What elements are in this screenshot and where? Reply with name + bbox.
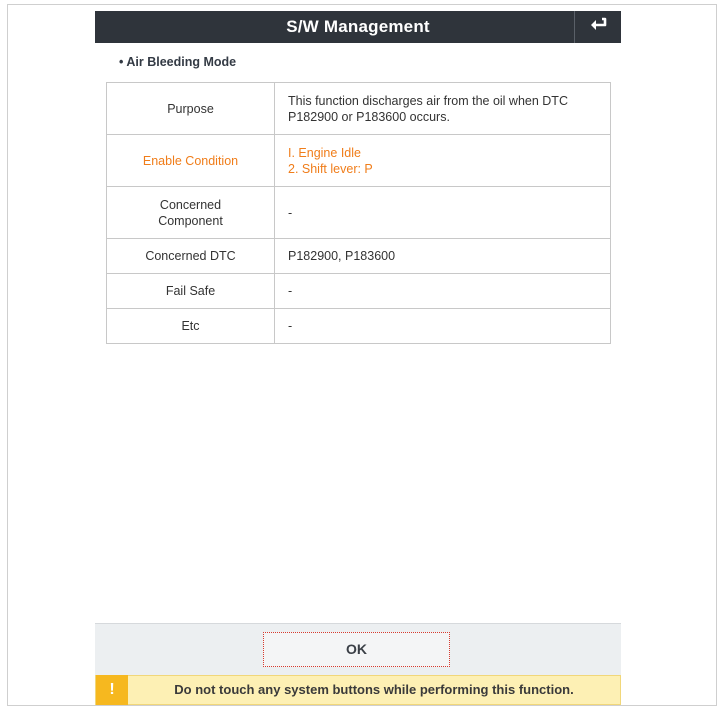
table-row-etc [107, 309, 611, 344]
row-key: Purpose [107, 83, 275, 135]
key-line: Concerned [159, 197, 222, 212]
row-value [275, 135, 611, 187]
row-key [107, 187, 275, 239]
value-line: - [288, 319, 293, 333]
warning-banner [95, 675, 621, 705]
warning-text: Do not touch any system buttons while performing this function. [174, 682, 574, 697]
return-arrow-icon [588, 17, 608, 38]
table-row-concerned-dtc [107, 239, 611, 274]
value-line: 2. Shift lever: P [288, 161, 373, 176]
footer-bar [95, 623, 621, 675]
warning-icon: ! [96, 675, 128, 705]
row-value [275, 274, 611, 309]
back-button[interactable] [574, 11, 621, 43]
row-key: Enable Condition [107, 135, 275, 187]
row-value [275, 309, 611, 344]
row-key: Etc [107, 309, 275, 344]
value-line: P182900 or P183600 occurs. [288, 109, 450, 124]
key-line: Component [158, 213, 223, 228]
info-table [106, 82, 611, 344]
sw-management-window [95, 11, 621, 705]
title-bar [95, 11, 621, 43]
value-line: P182900, P183600 [288, 249, 396, 263]
value-line: I. Engine Idle [288, 145, 361, 160]
table-row-purpose [107, 83, 611, 135]
row-key: Concerned DTC [107, 239, 275, 274]
ok-button[interactable]: OK [263, 632, 450, 667]
row-value [275, 83, 611, 135]
row-key: Fail Safe [107, 274, 275, 309]
window-title: S/W Management [286, 17, 430, 36]
table-row-fail-safe [107, 274, 611, 309]
row-value [275, 187, 611, 239]
row-value [275, 239, 611, 274]
value-line: - [288, 205, 293, 220]
section-label: • Air Bleeding Mode [119, 55, 237, 69]
value-line: - [288, 284, 293, 298]
table-row-enable-condition [107, 135, 611, 187]
value-line: This function discharges air from the oil when DTC [288, 93, 568, 108]
table-row-concerned-component [107, 187, 611, 239]
